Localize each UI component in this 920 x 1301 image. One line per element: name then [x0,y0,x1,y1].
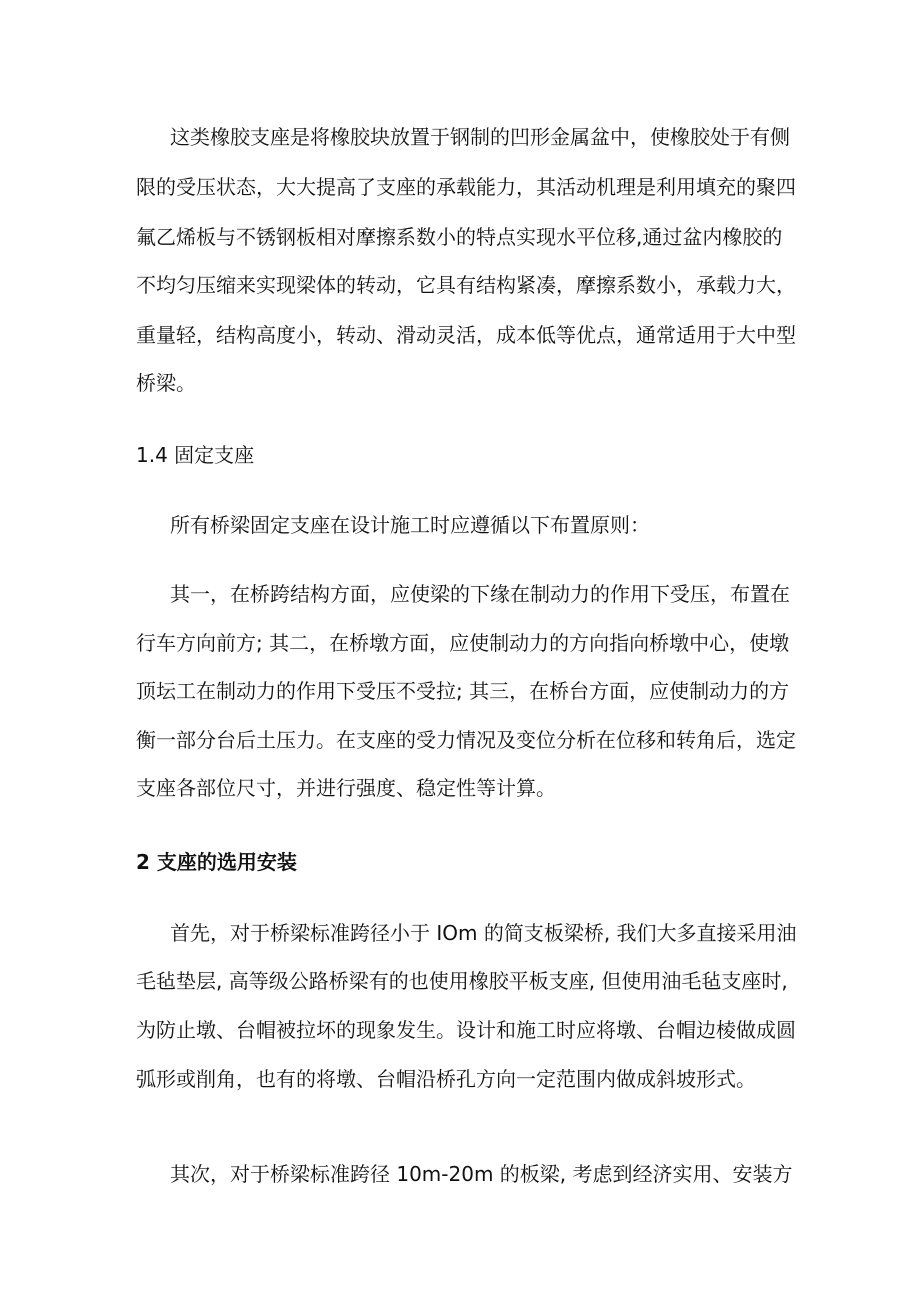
text-line: 氟乙烯板与不锈钢板相对摩擦系数小的特点实现水平位移,通过盆内橡胶的 [136,225,783,249]
text-line: 其一，在桥跨结构方面，应使梁的下缘在制动力的作用下受压，布置在 [170,582,790,606]
text-line: 衡一部分台后土压力。在支座的受力情况及变位分析在位移和转角后，选定 [136,728,796,752]
text-line: 为防止墩、台帽被拉坏的现象发生。设计和施工时应将墩、台帽边棱做成圆 [136,1018,796,1042]
text-line: 毛毡垫层, 高等级公路桥梁有的也使用橡胶平板支座, 但使用油毛毡支座时, [136,969,788,993]
text-line: 支座各部位尺寸，并进行强度、稳定性等计算。 [136,776,556,800]
text-line: 顶坛工在制动力的作用下受压不受拉; 其三，在桥台方面，应使制动力的方 [136,679,790,703]
text-line: 这类橡胶支座是将橡胶块放置于钢制的凹形金属盆中，使橡胶处于有侧 [170,125,790,149]
section-heading-2: 2 支座的选用安装 [136,850,297,874]
text-line: 其次，对于桥梁标准跨径 10m-20m 的板梁, 考虑到经济实用、安装方 [170,1162,793,1186]
text-line: 所有桥梁固定支座在设计施工时应遵循以下布置原则： [170,513,650,537]
text-line: 行车方向前方; 其二，在桥墩方面，应使制动力的方向指向桥墩中心，使墩 [136,631,790,655]
text-line: 桥梁。 [136,371,196,395]
text-line: 弧形或削角，也有的将墩、台帽沿桥孔方向一定范围内做成斜坡形式。 [136,1067,756,1091]
text-line: 首先，对于桥梁标准跨径小于 IOm 的简支板梁桥, 我们大多直接采用油 [170,921,797,945]
section-heading-1-4: 1.4 固定支座 [136,443,255,467]
text-line: 限的受压状态，大大提高了支座的承载能力，其活动机理是利用填充的聚四 [136,175,796,199]
text-line: 不均匀压缩来实现梁体的转动，它具有结构紧凑，摩擦系数小，承载力大， [136,273,796,297]
text-line: 重量轻，结构高度小，转动、滑动灵活，成本低等优点，通常适用于大中型 [136,323,796,347]
